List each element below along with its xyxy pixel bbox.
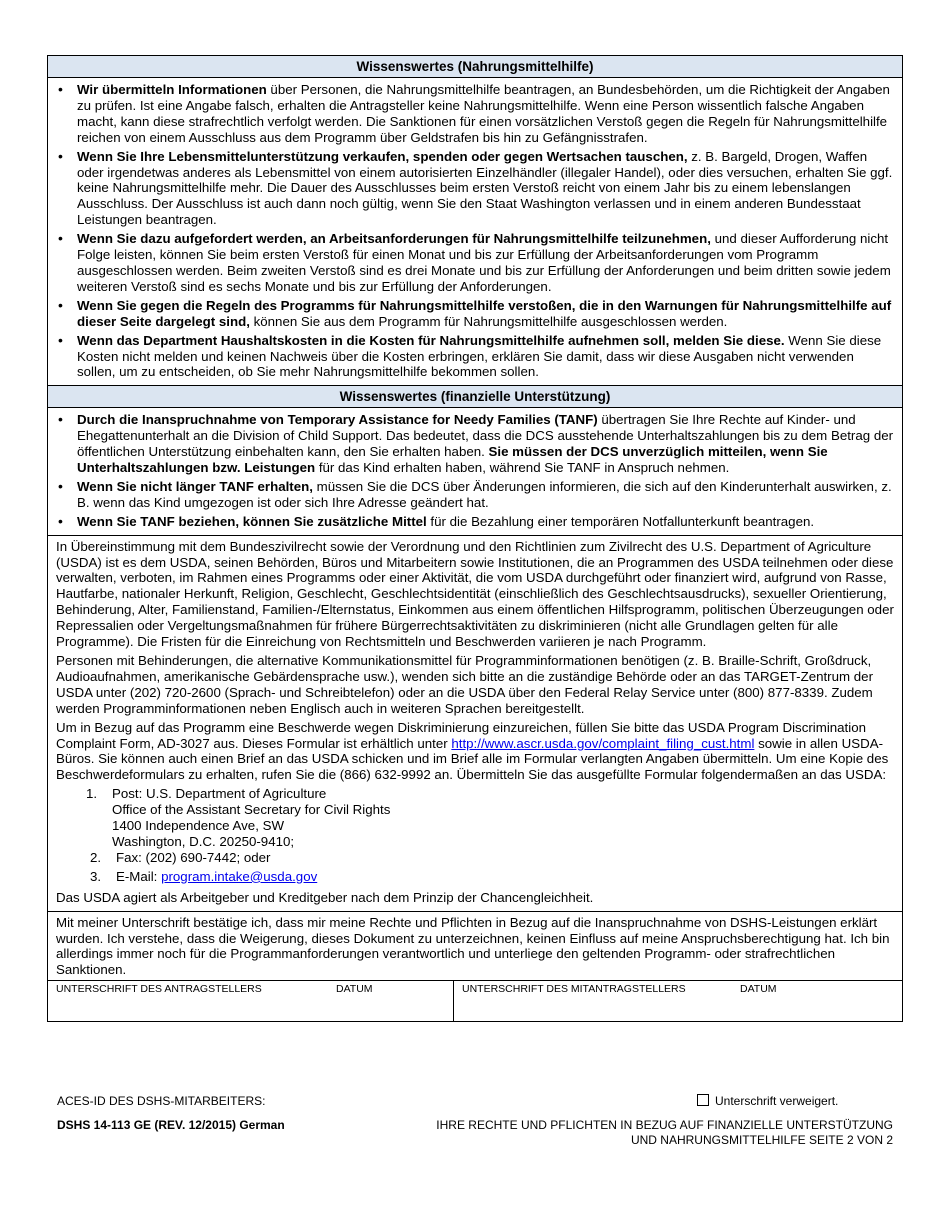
food-bullet-1-text: über Personen, die Nahrungsmittelhilfe beantragen, an Bundesbehörden, um die Richtigkeit der Angaben zu prüfen. Ist eine Angabe falsch, erhalten die Antragsteller keine Nahrungsmittelhilfe. Wenn eine Person wissentlich falsche Angaben macht, kann diese strafrechtlich verfolgt werden. Die Sanktionen für einen vorsätzlichen Verstoß gegen die Regeln für Nahrungsmittelhilfe reichen von einem Ausschluss aus dem Programm über Geldstrafen bis hin zu Gefängnisstrafen. [77,82,890,145]
submission-methods-list [56,786,894,884]
food-bullet-5-text: Wenn Sie diese Kosten nicht melden und keinen Nachweis über die Kosten erbringen, erklären Sie damit, dass wir diese Ausgaben nicht verwenden sollen, um zu entscheiden, ob Sie mehr Nahrungsmittelhilfe bekommen sollen. [77,332,882,380]
financial-bullet-list [48,408,902,534]
financial-bullet-3 [56,514,894,530]
food-bullet-1-bold: Wir übermitteln Informationen [77,82,267,97]
civil-rights-para-3-b: sowie in allen USDA-Büros. Sie können auch einen Brief an das USDA schicken und im Brief alle im Formular verlangten Angaben übermitteln. Um eine Kopie des Beschwerdeformulars zu erhalten, rufen Sie die (866) 632-9992 an. Übermitteln Sie das ausgefüllte Formular folgendermaßen an das USDA: [56,735,889,783]
submission-method-fax [86,850,894,866]
submission-method-email [86,869,894,885]
food-bullet-3-bold: Wenn Sie dazu aufgefordert werden, an Arbeitsanforderungen für Nahrungsmittelhilfe teilzunehmen, [77,231,711,247]
civil-rights-section [48,535,902,911]
form-title-line-2: UND NAHRUNGSMITTELHILFE SEITE 2 VON 2 [630,1133,893,1147]
food-bullet-list [48,78,902,385]
financial-bullet-2 [56,479,894,511]
food-bullet-5-bold: Wenn das Department Haushaltskosten in die Kosten für Nahrungsmittelhilfe aufnehmen soll, melden Sie diese. [77,332,785,348]
form-title [436,1118,893,1148]
civil-rights-para-1: In Übereinstimmung mit dem Bundeszivilrecht sowie der Verordnung und den Richtlinien zum Zivilrecht des U.S. Department of Agriculture (USDA) ist es dem USDA, seinen Behörden, Büros und Mitarbeitern sowie Institutionen, die an Programmen des USDA teilnehmen oder diese verwalten, verboten, im Rahmen eines Programms oder einer Aktivität, die vom USDA durchgeführt oder finanziert wird, aufgrund von Rasse, Hautfarbe, nationaler Herkunft, Religion, Geschlecht, Geschlechtsidentität (einschließlich des Geschlechtsausdrucks), sexueller Orientierung, Behinderung, Alter, Familienstand, Familien-/Elternstatus, Einkommen aus einem öffentlichen Hilfsprogramm, politischen Überzeugungen oder Repressalien oder Vergeltungsmaßnahmen für frühere Bürgerrechtsaktivitäten zu diskriminieren (nicht alle Grundlagen gelten für alle Programme). Die Fristen für die Einreichung von Rechtsmitteln und Beschwerden variieren je nach Programm. [56,538,894,650]
financial-bullet-1-text-a: übertragen Sie Ihre Rechte auf Kinder- und Ehegattenunterhalt an die Division of Child Support. Das bedeutet, dass die DCS ausstehende Unterhaltszahlungen bis zu dem Betrag der öffentlichen Unterstützung einbehalten kann, den Sie erhalten haben. [77,412,894,460]
form-id: DSHS 14-113 GE (REV. 12/2015) German [57,1118,285,1132]
form-frame [47,55,903,1022]
food-bullet-1 [56,82,894,146]
submission-method-mail-number: 1. [86,786,98,802]
civil-rights-para-3-a: Um in Bezug auf das Programm eine Beschwerde wegen Diskriminierung einzureichen, füllen Sie bitte das USDA Program Discrimination Complaint Form, AD-3027 aus. Dieses Formular ist erhältlich unter [56,719,866,751]
attestation-text: Mit meiner Unterschrift bestätige ich, dass mir meine Rechte und Pflichten in Bezug auf die Inanspruchnahme von DSHS-Leistungen erklärt wurden. Ich verstehe, dass die Weigerung, dieses Dokument zu unterzeichnen, keinen Einfluss auf meine Anspruchsberechtigung hat. Ich bin allerdings immer noch für die Programmanforderungen verantwortlich und unterliege den geltenden Programm- oder strafrechtlichen Sanktionen. [48,911,902,981]
aces-id-label: ACES-ID DES DSHS-MITARBEITERS: [57,1094,266,1108]
financial-bullet-2-text: müssen Sie die DCS über Änderungen informieren, die sich auf den Kinderunterhalt auswirken, z. B. wenn das Kind umgezogen ist oder sich Ihre Adresse geändert hat. [77,478,892,510]
submission-method-mail [86,786,894,850]
food-bullet-3-text: und dieser Aufforderung nicht Folge leisten, können Sie beim ersten Verstoß für einen Monat und bis zur Erfüllung der Arbeitsanforderungen vom Programm ausgeschlossen werden. Beim zweiten Verstoß sind es drei Monate und bis zur Erfüllung der Anforderungen und beim dritten sowie jedem weiteren Verstoß sind es sechs Monate und bis zur Erfüllung der Anforderungen. [77,231,891,294]
food-bullet-2-bold: Wenn Sie Ihre Lebensmittelunterstützung verkaufen, spenden oder gegen Wertsachen tauschen, [77,148,688,164]
coapplicant-signature-label: UNTERSCHRIFT DES MITANTRAGSTELLERS [462,983,686,996]
food-bullet-5 [56,333,894,381]
financial-bullet-1-text-b: für das Kind erhalten haben, während Sie TANF in Anspruch nehmen. [315,460,730,476]
food-bullet-3 [56,231,894,295]
signature-refused-checkbox[interactable] [697,1094,709,1106]
applicant-date-label: DATUM [336,983,373,996]
complaint-form-link[interactable]: http://www.ascr.usda.gov/complaint_filing_cust.html [451,735,755,751]
mail-line-1: Post: U.S. Department of Agriculture [112,786,327,802]
financial-bullet-3-text: für die Bezahlung einer temporären Notfallunterkunft beantragen. [426,513,815,529]
financial-bullet-2-bold: Wenn Sie nicht länger TANF erhalten, [77,478,313,494]
mail-line-2: Office of the Assistant Secretary for Civil Rights [112,802,391,818]
submission-method-email-number: 3. [90,868,102,884]
signature-row [48,980,902,1021]
civil-rights-para-2: Personen mit Behinderungen, die alternative Kommunikationsmittel für Programminformationen benötigen (z. B. Braille-Schrift, Großdruck, Audioaufnahmen, amerikanische Gebärdensprache usw.), wenden sich bitte an die zuständige Behörde oder an das TARGET-Zentrum der USDA unter (202) 720-2600 (Sprach- und Schreibtelefon) oder an die USDA über den Federal Relay Service unter (800) 877-8339. Zudem werden Programminformationen neben Englisch auch in weiteren Sprachen bereitgestellt. [56,653,873,716]
food-bullet-4-text: können Sie aus dem Programm für Nahrungsmittelhilfe ausgeschlossen werden. [249,313,728,329]
coapplicant-signature-field[interactable] [454,981,902,1021]
fax-text: Fax: (202) 690-7442; oder [116,849,271,865]
mail-line-3: 1400 Independence Ave, SW [112,818,285,834]
food-bullet-4 [56,298,894,330]
financial-bullet-1-bold-a: Durch die Inanspruchnahme von Temporary Assistance for Needy Families (TANF) [77,412,598,428]
food-bullet-4-bold: Wenn Sie gegen die Regeln des Programms für Nahrungsmittelhilfe verstoßen, die in den Warnungen für Nahrungsmittelhilfe auf dieser Seite dargelegt sind, [77,297,892,329]
form-title-line-1: IHRE RECHTE UND PFLICHTEN IN BEZUG AUF FINANZIELLE UNTERSTÜTZUNG [436,1118,893,1132]
coapplicant-date-label: DATUM [740,983,777,996]
signature-refused-label: Unterschrift verweigert. [715,1094,839,1108]
financial-section-header: Wissenswertes (finanzielle Unterstützung) [48,385,902,408]
civil-rights-para-3 [56,720,894,784]
submission-method-fax-number: 2. [90,849,102,865]
financial-bullet-1-bold-b: Sie müssen der DCS unverzüglich mitteilen, wenn Sie Unterhaltszahlungen bzw. Leistungen [77,444,828,476]
applicant-signature-label: UNTERSCHRIFT DES ANTRAGSTELLERS [56,983,262,996]
food-bullet-2 [56,149,894,229]
food-section-header: Wissenswertes (Nahrungsmittelhilfe) [48,56,902,78]
mail-line-4: Washington, D.C. 20250-9410; [112,833,295,849]
signature-refused-option[interactable] [697,1094,838,1108]
email-label: E-Mail: [116,868,162,884]
email-link[interactable]: program.intake@usda.gov [161,868,318,884]
applicant-signature-field[interactable] [48,981,454,1021]
financial-bullet-1 [56,412,894,476]
equal-opportunity-statement: Das USDA agiert als Arbeitgeber und Kreditgeber nach dem Prinzip der Chancengleichheit. [56,889,594,905]
financial-bullet-3-bold: Wenn Sie TANF beziehen, können Sie zusätzliche Mittel [77,513,427,529]
food-bullet-2-text: z. B. Bargeld, Drogen, Waffen oder irgendetwas anderes als Lebensmittel von einem autorisierten Einzelhändler (illegaler Handel), oder dies versuchen, erhalten Sie ggf. keine Nahrungsmittelhilfe mehr. Die Dauer des Ausschlusses beim ersten Verstoß reicht von einem Jahr bis zu einem lebenslangen Ausschluss. Der Ausschluss ist auch dann noch gültig, wenn Sie den Staat Washington verlassen und in einem anderen Bundesstaat Leistungen beantragen. [77,148,893,228]
